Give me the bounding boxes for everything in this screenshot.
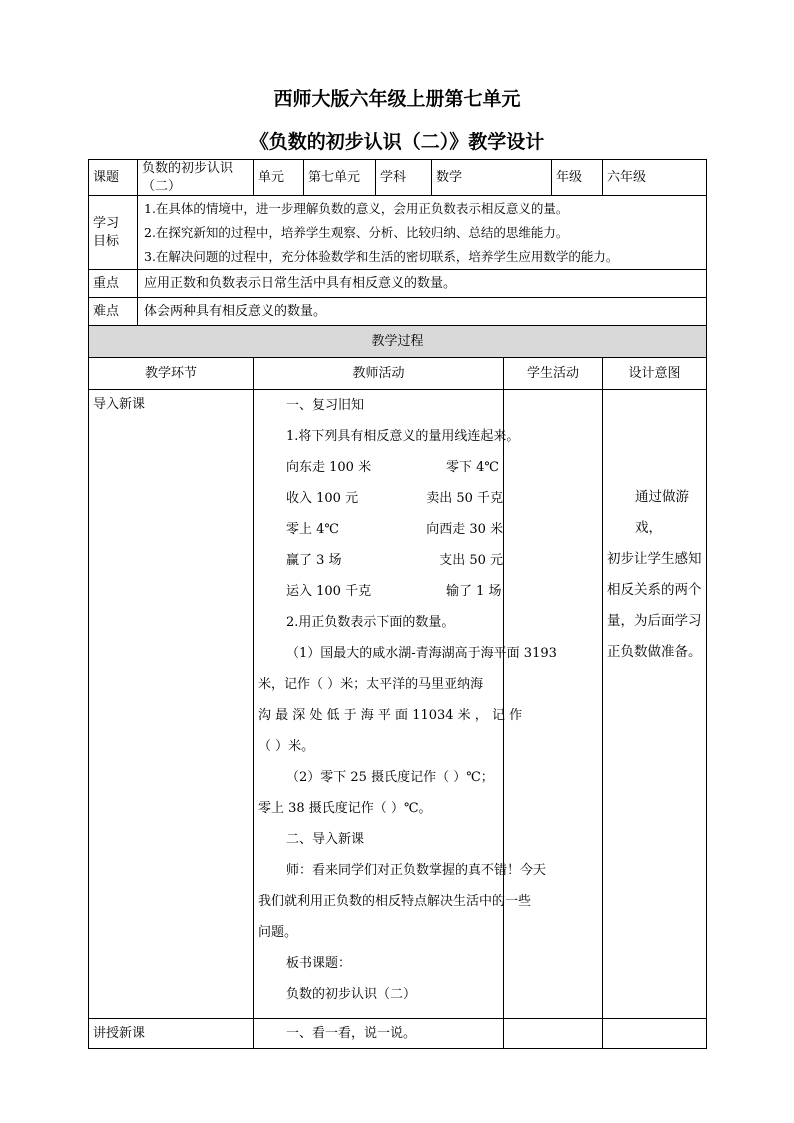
match-pair [254, 452, 503, 483]
design-line: 通过做游戏， [635, 489, 690, 537]
design-line: 量，为后面学习 [607, 613, 702, 630]
design-line: 初步让学生感知 [607, 551, 702, 568]
process-title: 教学过程 [89, 326, 707, 358]
match-left: 零上 4℃ [286, 522, 339, 538]
teacher-speech-line: 师：看来同学们对正负数掌握的真不错！今天 [286, 863, 547, 879]
question-2: 2.用正负数表示下面的数量。 [286, 615, 455, 631]
lecture-heading: 一、看一看，说一说。 [254, 1019, 504, 1049]
teacher-speech-line: 问题。 [258, 925, 298, 941]
unit-label: 单元 [254, 160, 304, 196]
goals-label-line1: 学习 [93, 216, 120, 232]
board-label: 板书课题： [286, 956, 352, 972]
column-teacher: 教师活动 [254, 358, 504, 390]
question-2-1-line: 米，记作（ ）米；太平洋的马里亚纳海 [258, 677, 484, 693]
question-2-2-line: 零上 38 摄氏度记作（ ）℃。 [258, 801, 432, 817]
goal-item: 2.在探究新知的过程中，培养学生观察、分析、比较归纳、总结的思维能力。 [144, 224, 569, 240]
match-right: 支出 50 元 [439, 553, 503, 569]
question-2-1-line: 沟 最 深 处 低 于 海 平 面 11034 米 ， 记 作 [258, 708, 523, 724]
match-left: 赢了 3 场 [286, 553, 342, 569]
match-left: 运入 100 千克 [286, 584, 372, 600]
student-activity-intro [504, 390, 603, 1019]
design-intent-intro [603, 390, 707, 1019]
subject-label: 学科 [376, 160, 432, 196]
grade-value: 六年级 [603, 160, 707, 196]
design-intent-lecture [603, 1019, 707, 1049]
lesson-title: 《负数的初步认识（二）》教学设计 [249, 131, 545, 153]
key-point-value: 应用正数和负数表示日常生活中具有相反意义的数量。 [138, 270, 707, 298]
design-line: 正负数做准备。 [607, 644, 702, 661]
section-intro-row [89, 390, 707, 1019]
match-right: 输了 1 场 [446, 584, 502, 600]
match-pair [254, 483, 503, 514]
unit-value: 第七单元 [304, 160, 376, 196]
match-right: 向西走 30 米 [426, 522, 503, 538]
topic-label: 课题 [89, 160, 138, 196]
match-right: 卖出 50 千克 [426, 491, 503, 507]
goals-label [89, 196, 138, 270]
question-1: 1.将下列具有相反意义的量用线连起来。 [286, 429, 520, 445]
goals-label-line2: 目标 [93, 233, 120, 249]
goal-item: 3.在解决问题的过程中，充分体验数学和生活的密切联系，培养学生应用数学的能力。 [144, 248, 619, 264]
match-pair [254, 514, 503, 545]
lesson-plan-table [88, 159, 707, 1049]
goal-item: 1.在具体的情境中，进一步理解负数的意义，会用正负数表示相反意义的量。 [144, 200, 569, 216]
question-2-2-line: （2）零下 25 摄氏度记作（ ）℃； [286, 770, 494, 786]
match-pair [254, 576, 503, 607]
stage-lecture: 讲授新课 [89, 1019, 254, 1049]
key-point-row [89, 270, 707, 298]
column-stage: 教学环节 [89, 358, 254, 390]
stage-intro-label: 导入新课 [93, 397, 146, 413]
process-title-row [89, 326, 707, 358]
column-student: 学生活动 [504, 358, 603, 390]
question-2-1-line: （ ）米。 [258, 739, 315, 755]
difficulty-label: 难点 [89, 298, 138, 326]
match-right: 零下 4℃ [446, 460, 499, 476]
key-point-label: 重点 [89, 270, 138, 298]
topic-value: 负数的初步认识（二） [138, 160, 254, 196]
section-lecture-row [89, 1019, 707, 1049]
difficulty-row [89, 298, 707, 326]
subject-value: 数学 [432, 160, 552, 196]
intro-heading: 二、导入新课 [286, 832, 365, 848]
difficulty-value: 体会两种具有相反意义的数量。 [138, 298, 707, 326]
header-row [89, 160, 707, 196]
board-title: 负数的初步认识（二） [286, 987, 417, 1003]
question-2-1-line: （1）国最大的咸水湖-青海湖高于海平面 3193 [286, 646, 557, 662]
student-activity-lecture [504, 1019, 603, 1049]
document-title: 西师大版六年级上册第七单元 [273, 88, 521, 110]
goals-list [138, 196, 707, 270]
match-pair [254, 545, 503, 576]
review-heading: 一、复习旧知 [286, 398, 365, 414]
teacher-activity-intro [254, 390, 557, 1019]
stage-intro [89, 390, 254, 1019]
grade-label: 年级 [552, 160, 603, 196]
column-header-row [89, 358, 707, 390]
match-left: 收入 100 元 [286, 491, 359, 507]
match-left: 向东走 100 米 [286, 460, 372, 476]
column-design: 设计意图 [603, 358, 707, 390]
design-line: 相反关系的两个 [607, 582, 702, 599]
goals-row [89, 196, 707, 270]
teacher-speech-line: 我们就利用正负数的相反特点解决生活中的一些 [258, 894, 532, 910]
